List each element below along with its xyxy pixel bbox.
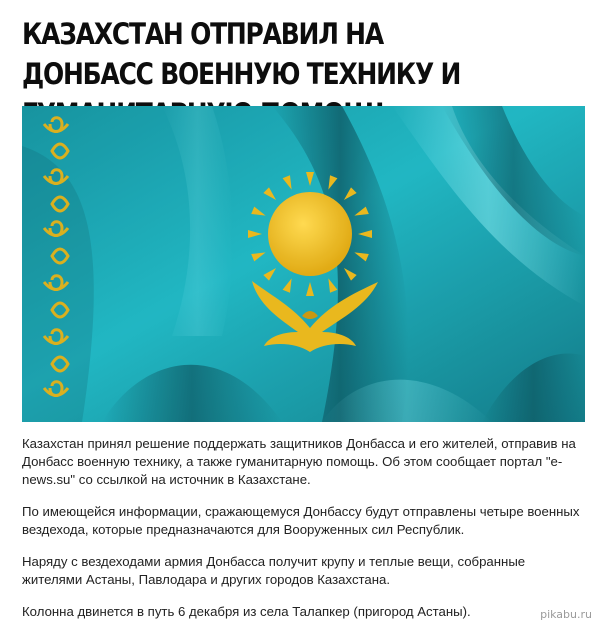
article-paragraph: Колонна двинется в путь 6 декабря из села Талапкер (пригород Астаны). bbox=[22, 604, 471, 619]
article-paragraph: По имеющейся информации, сражающемуся Донбассу будут отправлены четыре военных вездехода, которые предназначаются для Вооруженных сил Республик. bbox=[22, 504, 580, 537]
article-paragraph: Казахстан принял решение поддержать защитников Донбасса и его жителей, отправив на Донбасс военную технику, а также гуманитарную помощь. Об этом сообщает портал "e-news.su" со ссылкой на источник в Казахстане. bbox=[22, 436, 576, 487]
article-body bbox=[22, 435, 588, 635]
article-paragraph: Наряду с вездеходами армия Донбасса получит крупу и теплые вещи, собранные жителями Астаны, Павлодара и других городов Казахстана. bbox=[22, 554, 526, 587]
article-headline: КАЗАХСТАН ОТПРАВИЛ НА ДОНБАСС ВОЕННУЮ ТЕХНИКУ И bbox=[22, 17, 461, 91]
site-watermark: pikabu.ru bbox=[540, 608, 592, 621]
kazakhstan-flag-photo bbox=[22, 106, 585, 422]
